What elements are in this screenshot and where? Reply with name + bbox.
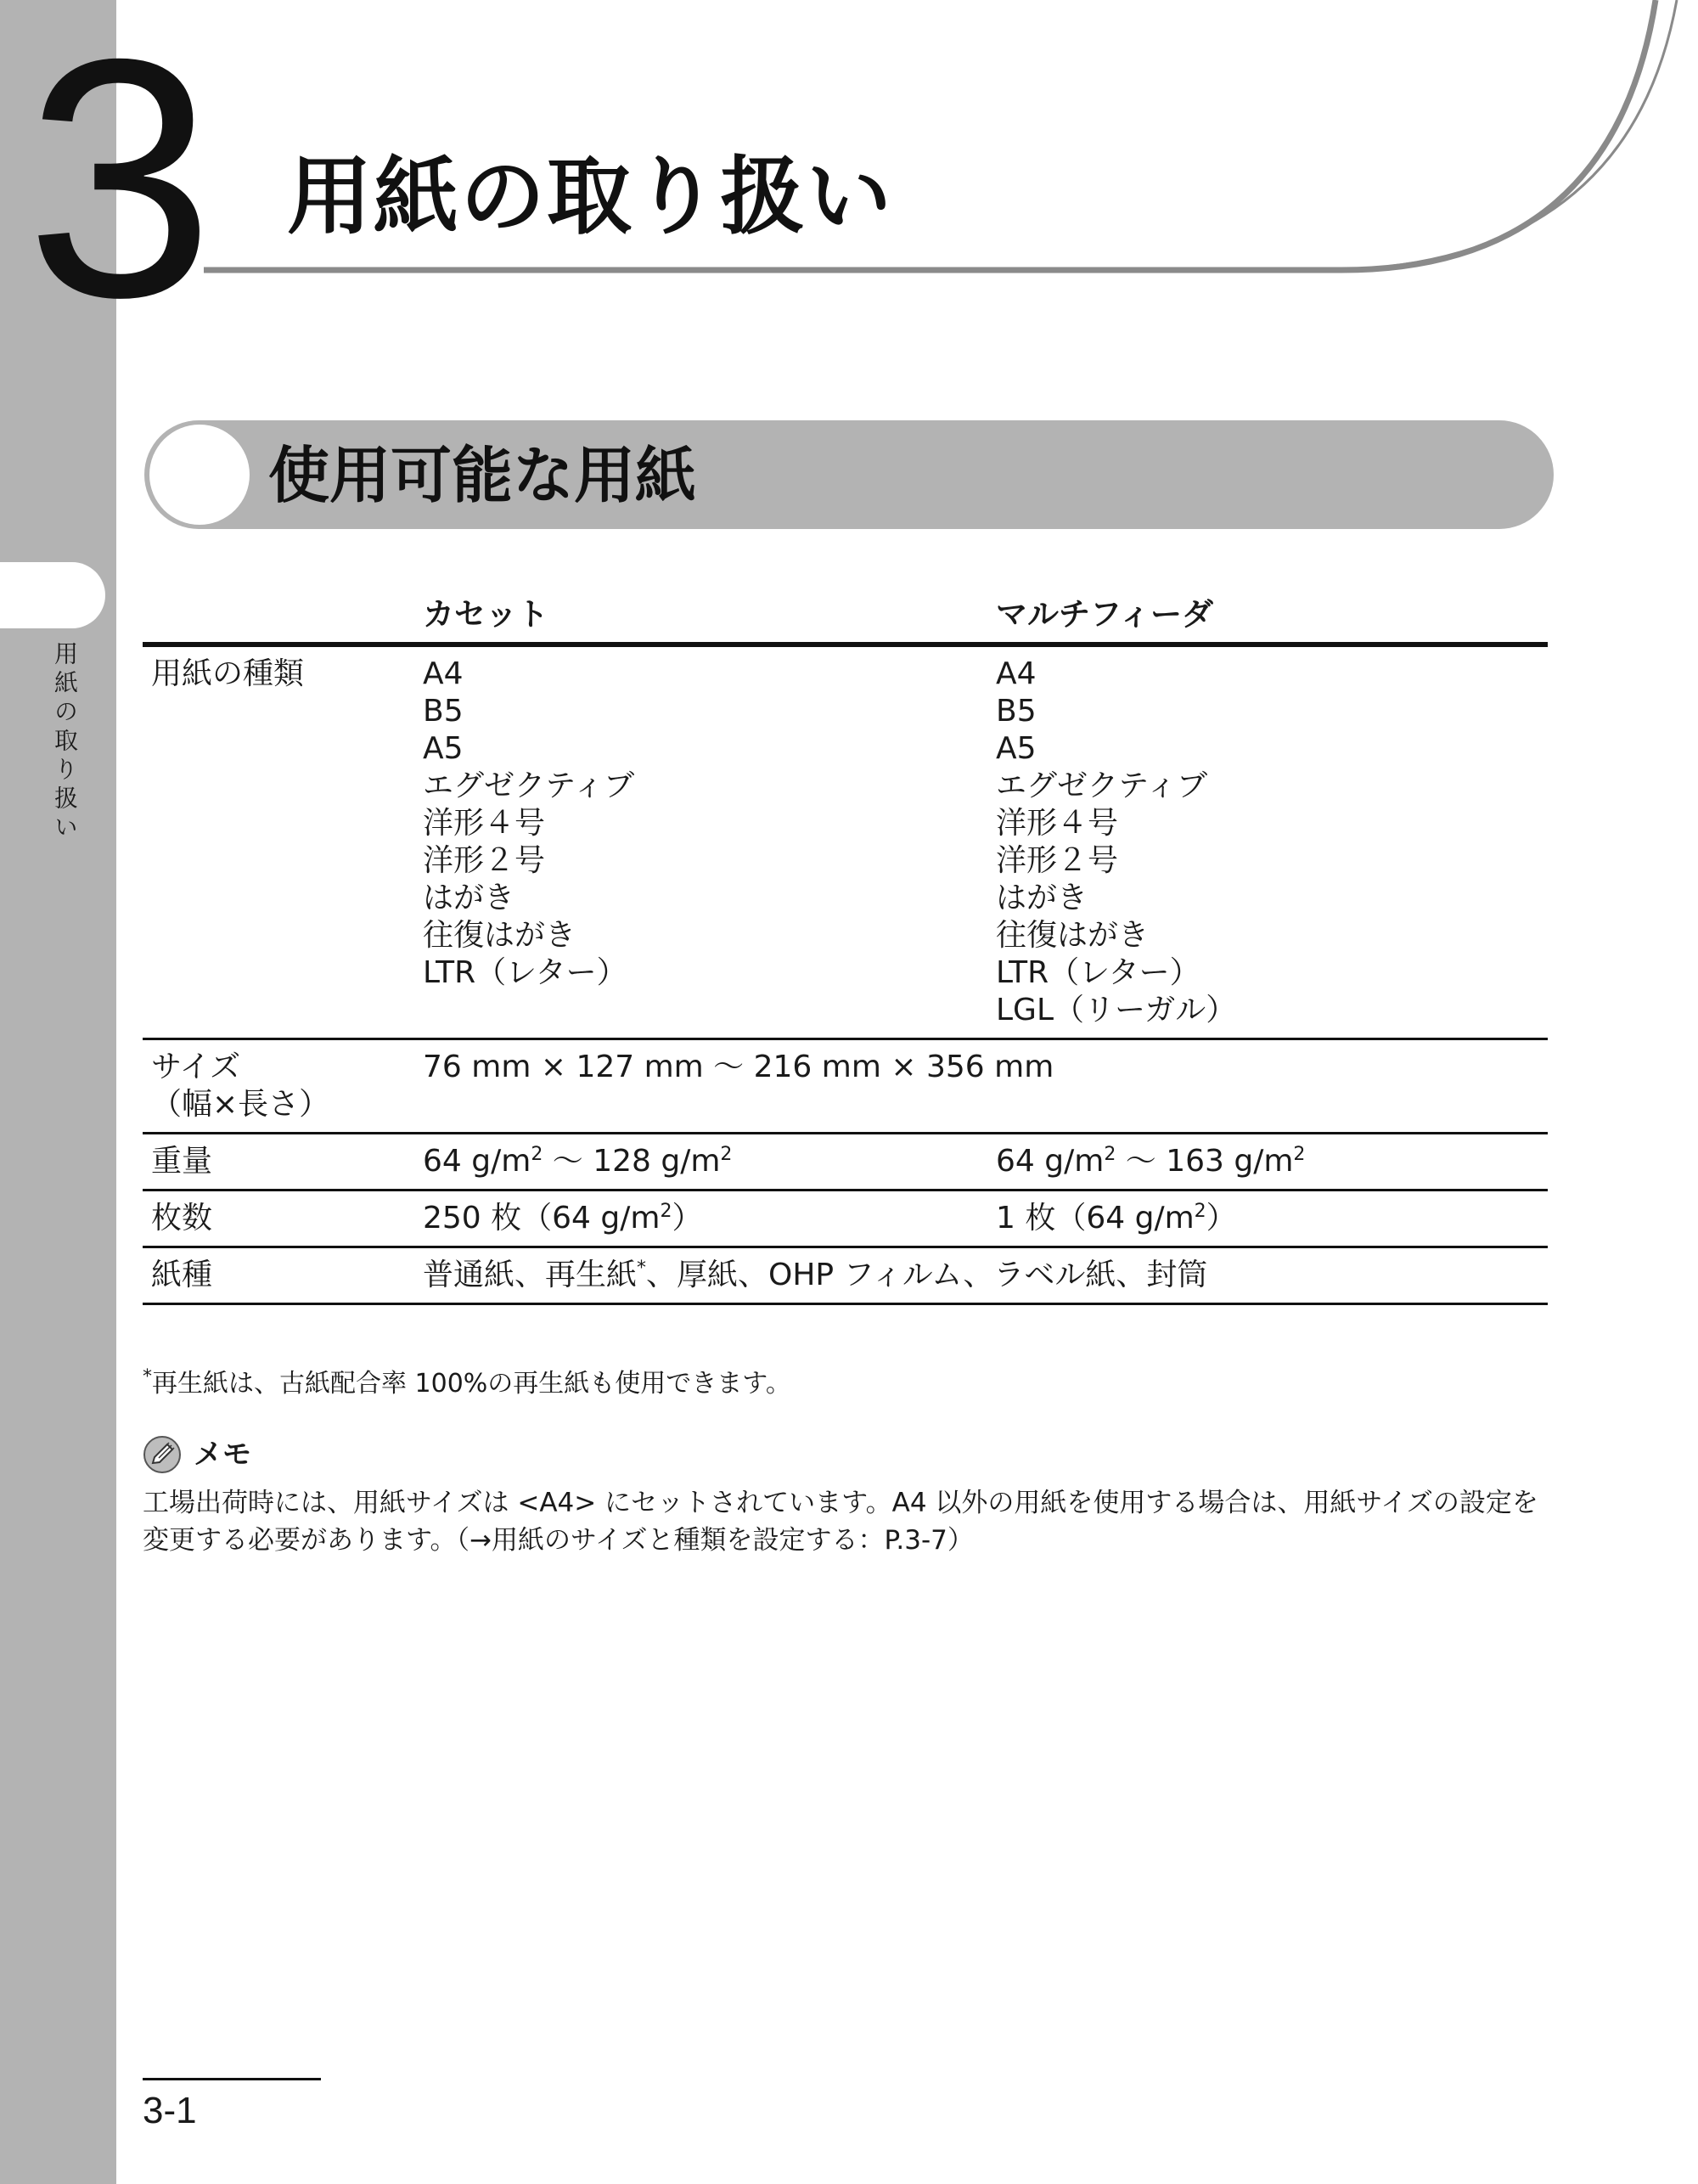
capacity-close: ） (672, 1201, 703, 1236)
multifeeder-capacity (987, 1191, 1548, 1247)
list-item: A5 (996, 731, 1037, 766)
chapter-index-tab (0, 562, 105, 628)
superscript: 2 (660, 1201, 672, 1222)
kind-text-a: 普通紙、再生紙 (423, 1258, 638, 1292)
list-item: 洋形２号 (996, 843, 1119, 878)
weight-min: 64 g/m (423, 1144, 531, 1179)
list-item: 洋形２号 (423, 843, 546, 878)
weight-max: ～ 128 g/m (543, 1144, 721, 1179)
weight-min: 64 g/m (996, 1144, 1105, 1179)
list-item: はがき (423, 881, 515, 915)
header-empty (143, 586, 414, 645)
list-item: 洋形４号 (423, 806, 546, 841)
list-item: LTR（レター） (423, 955, 627, 990)
weight-max: ～ 163 g/m (1116, 1144, 1294, 1179)
footnote-text: 再生紙は、古紙配合率 100%の再生紙も使用できます。 (152, 1369, 791, 1399)
row-label-capacity: 枚数 (151, 1201, 213, 1236)
table-header-row (143, 586, 1548, 645)
side-chapter-label: 用紙の取り扱い (51, 641, 79, 843)
capacity-text: 250 枚（64 g/m (423, 1201, 661, 1236)
superscript: 2 (1104, 1144, 1116, 1165)
paper-kind-value (414, 1247, 1548, 1304)
list-item: 往復はがき (423, 918, 576, 953)
section-title: 使用可能な用紙 (268, 440, 697, 511)
list-item: エグゼクティブ (423, 768, 635, 803)
superscript: 2 (1194, 1201, 1206, 1222)
memo-title: メモ (194, 1438, 251, 1472)
memo-body: 工場出荷時には、用紙サイズは <A4> にセットされています。A4 以外の用紙を使用する場合は、用紙サイズの設定を変更する必要があります。（→用紙のサイズと種類を設定する：P.3-7） (143, 1488, 1538, 1556)
table-row-capacity (143, 1191, 1548, 1247)
page-number: 3-1 (143, 2090, 197, 2131)
footnote-marker: * (637, 1258, 647, 1279)
footnote-marker: * (143, 1366, 152, 1388)
cassette-weight (414, 1134, 987, 1191)
pencil-icon (143, 1435, 182, 1474)
header-cassette: カセット (423, 596, 548, 633)
table-row-paper-kind (143, 1247, 1548, 1304)
list-item: LGL（リーガル） (996, 993, 1237, 1027)
header-multifeeder: マルチフィーダ (996, 596, 1214, 633)
list-item: B5 (423, 694, 464, 729)
memo-heading (143, 1435, 251, 1474)
list-item: 洋形４号 (996, 806, 1119, 841)
paper-spec-table (143, 586, 1548, 1305)
chapter-number: 3 (25, 0, 215, 368)
list-item: A4 (996, 656, 1037, 691)
list-item: はがき (996, 881, 1088, 915)
row-label-size (143, 1039, 414, 1134)
list-item: A5 (423, 731, 464, 766)
footnote (143, 1367, 791, 1401)
size-label-line1: サイズ (151, 1050, 241, 1084)
cassette-paper-list (414, 645, 987, 1039)
row-label-paper-types: 用紙の種類 (151, 656, 305, 691)
row-label-paper-kind: 紙種 (151, 1258, 213, 1292)
table-row-size (143, 1039, 1548, 1134)
superscript: 2 (531, 1144, 543, 1165)
multifeeder-paper-list (987, 645, 1548, 1039)
superscript: 2 (1293, 1144, 1306, 1165)
capacity-text: 1 枚（64 g/m (996, 1201, 1195, 1236)
page-number-rule (143, 2078, 321, 2080)
capacity-close: ） (1206, 1201, 1237, 1236)
multifeeder-weight (987, 1134, 1548, 1191)
section-heading-circle (149, 425, 250, 525)
table-row-weight (143, 1134, 1548, 1191)
kind-text-b: 、厚紙、OHP フィルム、ラベル紙、封筒 (646, 1258, 1208, 1292)
table-row-paper-types (143, 645, 1548, 1039)
size-value: 76 mm × 127 mm ～ 216 mm × 356 mm (423, 1050, 1054, 1084)
list-item: エグゼクティブ (996, 768, 1208, 803)
list-item: 往復はがき (996, 918, 1150, 953)
chapter-title: 用紙の取り扱い (287, 147, 893, 246)
row-label-weight: 重量 (151, 1144, 213, 1179)
list-item: LTR（レター） (996, 955, 1200, 990)
superscript: 2 (720, 1144, 733, 1165)
size-label-line2: （幅×長さ） (151, 1087, 330, 1122)
cassette-capacity (414, 1191, 987, 1247)
list-item: B5 (996, 694, 1037, 729)
list-item: A4 (423, 656, 464, 691)
